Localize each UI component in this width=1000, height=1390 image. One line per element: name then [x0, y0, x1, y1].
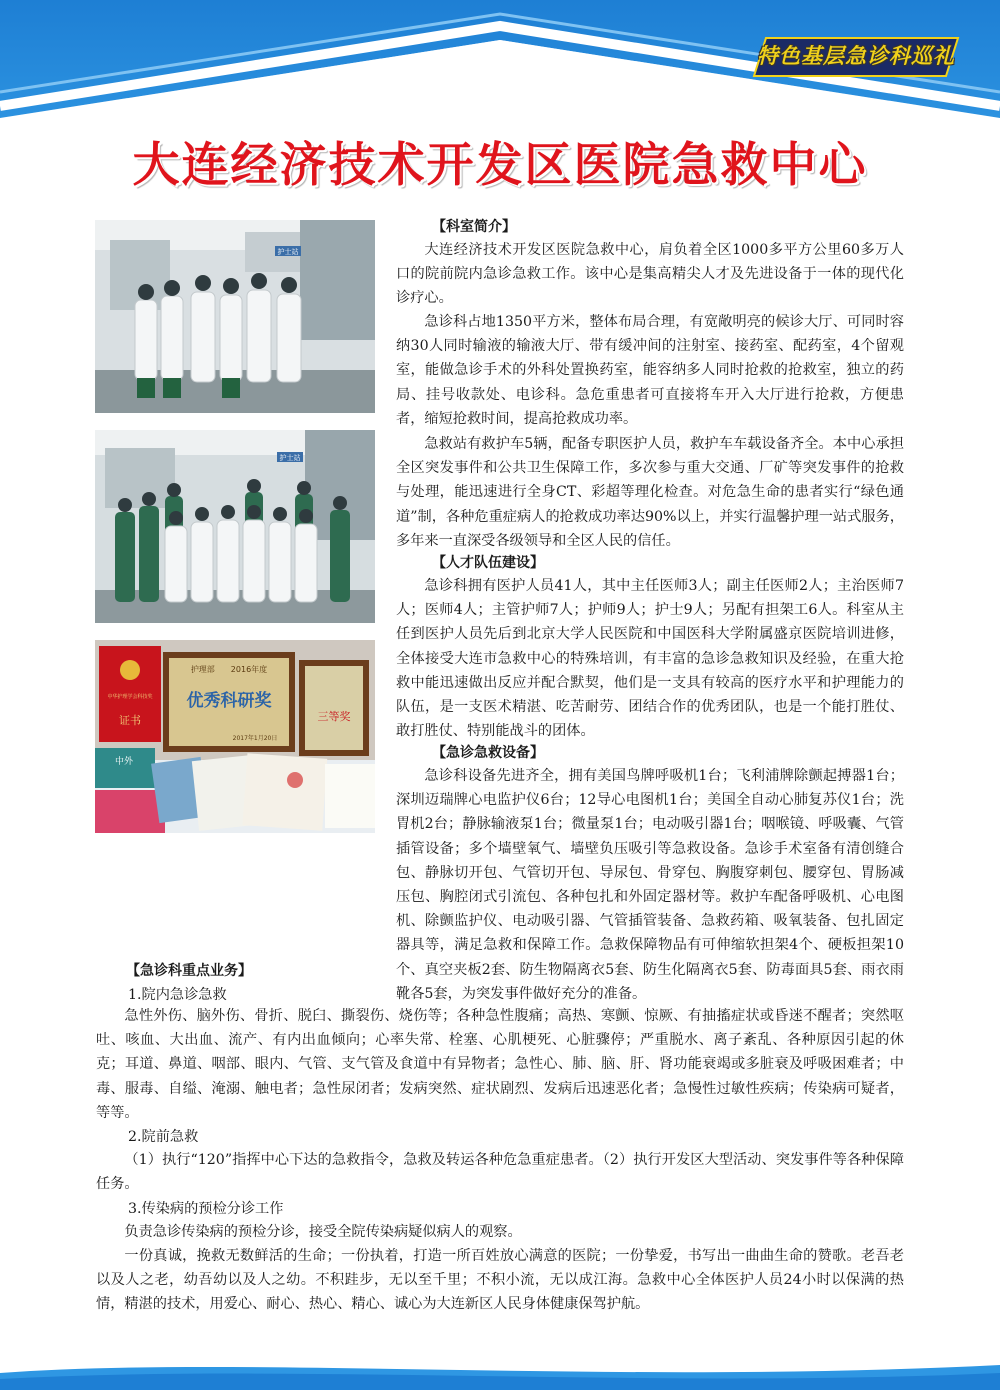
intro-paragraph-3: 急救站有救护车5辆，配备专职医护人员，救护车车载设备齐全。本中心承担全区突发事件和公共卫生保障工作，多次参与重大交通、厂矿等突发事件的抢救与处理，能迅速进行全身CT、彩超等理化检查。对危急生命的患者实行“绿色通道”制，各种危重症病人的抢救成功率达90%以上，并实行温馨护理一站式服务，多年来一直深受各级领导和全区人民的信任。	[396, 436, 904, 549]
p3-cert-text: 证书	[119, 714, 141, 727]
business-s2-body: （1）执行“120”指挥中心下达的急救指令，急救及转运各种危急重症患者。（2）执行开发区大型活动、突发事件等各种保障任务。	[96, 1152, 904, 1193]
business-s3-title: 3.传染病的预检分诊工作	[128, 1201, 284, 1217]
equipment-heading: 【急诊急救设备】	[432, 745, 544, 761]
footer-wave	[0, 1355, 1000, 1390]
p3-plaque-title: 护理部 2016年度	[190, 665, 268, 674]
equipment-text: 急诊科设备先进齐全，拥有美国鸟牌呼吸机1台；飞利浦牌除颤起搏器1台；深圳迈瑞牌心电监护仪6台；12导心电图机1台；美国全自动心肺复苏仪1台；洗胃机2台；静脉输液泵1台；微量泵1台；电动吸引器1台；咽喉镜、呼吸囊、气管插管设备；多个墙壁氧气、墙壁负压吸引等急救设备。急诊手术室备有清创缝合包、静脉切开包、气管切开包、导尿包、骨穿包、胸腹穿刺包、腰穿包、胃肠减压包、胸腔闭式引流包、各种包扎和外固定器材等。救护车配备呼吸机、心电图机、除颤监护仪、电动吸引器、气管插管装备、急救药箱、吸氧装备、包扎固定器具等，满足急救和保障工作。急救保障物品有可伸缩软担架4个、硬板担架10个、真空夹板2套、防生物隔离衣5套、防生化隔离衣5套、防毒面具5套、雨衣雨靴各5套，为突发事件做好充分的准备。	[396, 768, 904, 1002]
intro-heading: 【科室简介】	[432, 219, 516, 235]
business-s1-body: 急性外伤、脑外伤、骨折、脱臼、撕裂伤、烧伤等；各种急性腹痛；高热、寒颤、惊厥、有抽搐症状或昏迷不醒者；突然呕吐、咳血、大出血、流产、有内出血倾向；心率失常、栓塞、心肌梗死、心脏骤停；严重脱水、离子紊乱、各种原因引起的休克；耳道、鼻道、咽部、眼内、气管、支气管及食道中有异物者；急性心、肺、脑、肝、肾功能衰竭或多脏衰及呼吸困难者；中毒、服毒、自缢、淹溺、触电者；急性尿闭者；发病突然、症状剧烈、发病后迅速恶化者；急慢性过敏性疾病；传染病可疑者，等等。	[96, 1008, 904, 1121]
business-heading: 【急诊科重点业务】	[126, 963, 252, 979]
business-s3-body: 负责急诊传染病的预检分诊，接受全院传染病疑似病人的观察。	[124, 1224, 522, 1240]
team-photo-2	[95, 430, 375, 623]
p3-third-text: 三等奖	[317, 710, 351, 723]
intro-paragraph-2: 急诊科占地1350平方米，整体布局合理，有宽敞明亮的候诊大厅、可同时容纳30人同时输液的输液大厅、带有缓冲间的注射室、接药室、配药室，4个留观室，能做急诊手术的外科处置换药室，能容纳多人同时抢救的抢救室，独立的药局、挂号收款处、电诊科。急危重患者可直接将车开入大厅进行抢救，方便患者，缩短抢救时间，提高抢救成功率。	[396, 314, 904, 427]
closing-paragraph: 一份真诚，挽救无数鲜活的生命；一份执着，打造一所百姓放心满意的医院；一份挚爱，书写出一曲曲生命的赞歌。老吾老以及人之老，幼吾幼以及人之幼。不积跬步，无以至千里；不积小流，无以成江海。急救中心全体医护人员24小时以保满的热情，精湛的技术，用爱心、耐心、热心、精心、诚心为大连新区人民身体健康保驾护航。	[96, 1248, 904, 1313]
p2-sign-text: 护士站	[279, 454, 301, 462]
awards-photo-image	[95, 640, 375, 833]
awards-photo	[95, 640, 375, 833]
page-title: 大连经济技术开发区医院急救中心	[132, 138, 868, 193]
equipment-paragraph	[396, 764, 904, 1002]
banner-tag	[752, 36, 960, 80]
team-photo-1-image	[95, 220, 375, 413]
p3-book-text: 中华护理学会科技奖	[107, 694, 153, 700]
business-s1-title: 1.院内急诊急救	[128, 987, 227, 1003]
p3-plaque-award: 优秀科研奖	[186, 691, 272, 711]
p1-sign-text: 护士站	[277, 248, 299, 256]
intro-paragraph-1: 大连经济技术开发区医院急救中心，肩负着全区1000多平方公里60多万人口的院前院内急诊急救工作。该中心是集高精尖人才及先进设备于一体的现代化诊疗心。	[396, 242, 904, 307]
p3-mag-text: 中外	[115, 757, 134, 767]
p3-plaque-date: 2017年1月20日	[232, 735, 278, 742]
team-photo-1	[95, 220, 375, 413]
team-heading: 【人才队伍建设】	[432, 555, 544, 571]
team-photo-2-image	[95, 430, 375, 623]
business-s2-title: 2.院前急救	[128, 1129, 199, 1145]
team-paragraph: 急诊科拥有医护人员41人，其中主任医师3人；副主任医师2人；主治医师7人；医师4人；主管护师7人；护师9人；护士9人；另配有担架工6人。科室从主任到医护人员先后到北京大学人民医院和中国医科大学附属盛京医院培训进修，全体接受大连市急救中心的特殊培训，有丰富的急诊急救知识及经验，在重大抢救中能迅速做出反应并配合默契，他们是一支具有较高的医疗水平和护理能力的队伍，是一支医术精湛、吃苦耐劳、团结合作的优秀团队，也是一个能打胜仗、敢打胜仗、特别能战斗的团体。	[396, 578, 904, 740]
banner-tag-text: 特色基层急诊科巡礼	[757, 44, 955, 68]
